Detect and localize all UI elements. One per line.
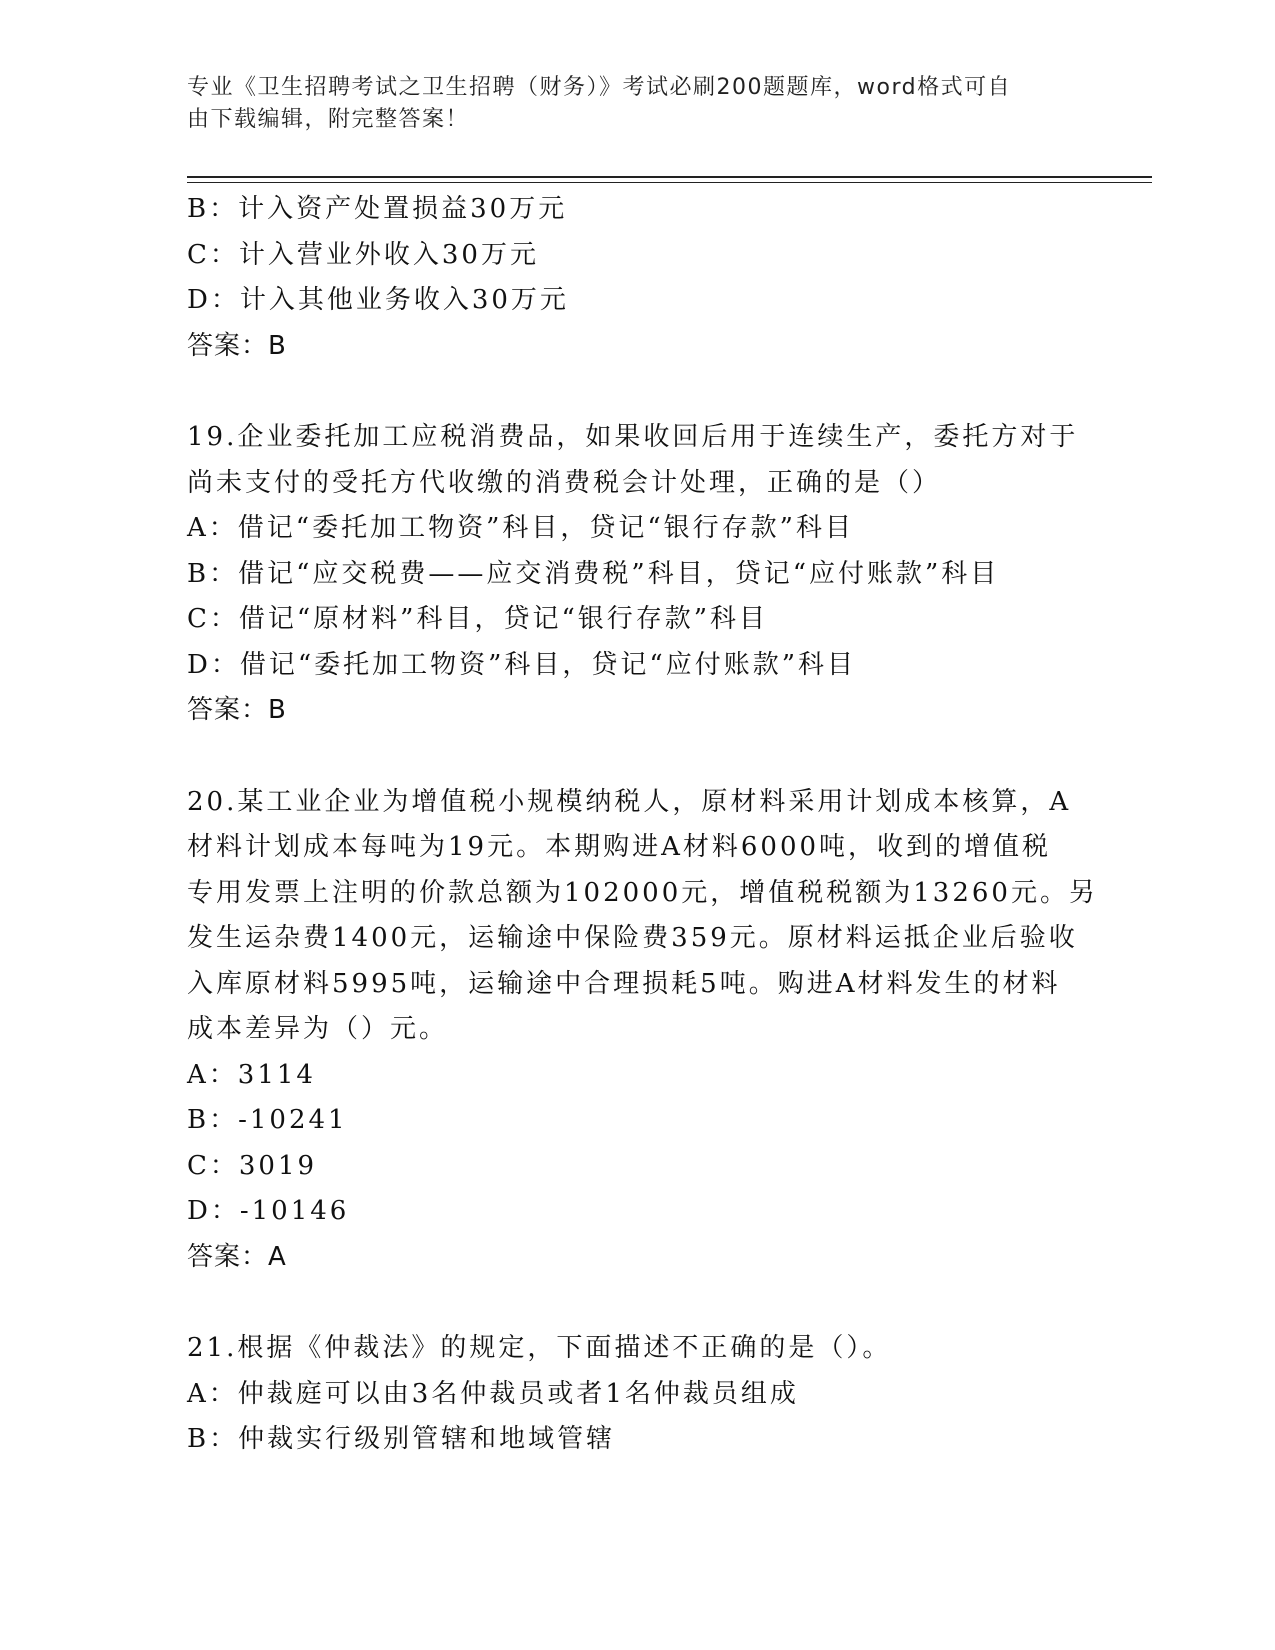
answer: 答案：B [187,695,287,725]
option-d: D：借记“委托加工物资”科目，贷记“应付账款”科目 [187,649,857,680]
question-stem: 21.根据《仲裁法》的规定，下面描述不正确的是（）。 [187,1333,892,1363]
question-stem: 19.企业委托加工应税消费品，如果收回后用于连续生产，委托方对于 [187,422,1079,452]
answer: 答案：B [187,330,287,361]
option-d: D：-10146 [187,1196,350,1226]
header-divider-thin [187,182,1152,183]
option-b: B：仲裁实行级别管辖和地域管辖 [187,1424,616,1454]
option-d: D：计入其他业务收入30万元 [187,285,569,315]
question-stem: 20.某工业企业为增值税小规模纳税人，原材料采用计划成本核算，A [187,786,1072,817]
option-a: A：借记“委托加工物资”科目，贷记“银行存款”科目 [187,513,854,543]
option-b: B：借记“应交税费——应交消费税”科目，贷记“应付账款”科目 [187,558,1000,589]
question-stem: 成本差异为（）元。 [187,1014,449,1044]
option-b: B：-10241 [187,1105,348,1135]
document-body [187,187,1098,1463]
question-18 [187,187,1087,369]
question-stem: 尚未支付的受托方代收缴的消费税会计处理，正确的是（） [187,467,942,498]
question-20 [187,780,1098,1281]
header-line: 由下载编辑，附完整答案！ [187,107,470,132]
option-c: C：借记“原材料”科目，贷记“银行存款”科目 [187,604,769,634]
question-stem: 材料计划成本每吨为19元。本期购进A材料6000吨，收到的增值税 [187,832,1052,862]
header-line: 专业《卫生招聘考试之卫生招聘（财务）》考试必刷200题题库，word格式可自 [187,75,1012,100]
option-c: C：计入营业外收入30万元 [187,239,539,270]
question-21 [187,1326,1087,1463]
header-divider [187,176,1152,178]
question-stem: 专用发票上注明的价款总额为102000元，增值税税额为13260元。另 [187,877,1098,908]
document-header [187,72,1067,136]
answer: 答案：A [187,1241,287,1272]
option-a: A：3114 [187,1059,316,1090]
question-stem: 入库原材料5995吨，运输途中合理损耗5吨。购进A材料发生的材料 [187,968,1061,999]
question-19 [187,415,1087,734]
question-stem: 发生运杂费1400元，运输途中保险费359元。原材料运抵企业后验收 [187,923,1078,953]
option-b: B：计入资产处置损益30万元 [187,194,568,224]
option-a: A：仲裁庭可以由3名仲裁员或者1名仲裁员组成 [187,1378,799,1409]
option-c: C：3019 [187,1150,318,1181]
